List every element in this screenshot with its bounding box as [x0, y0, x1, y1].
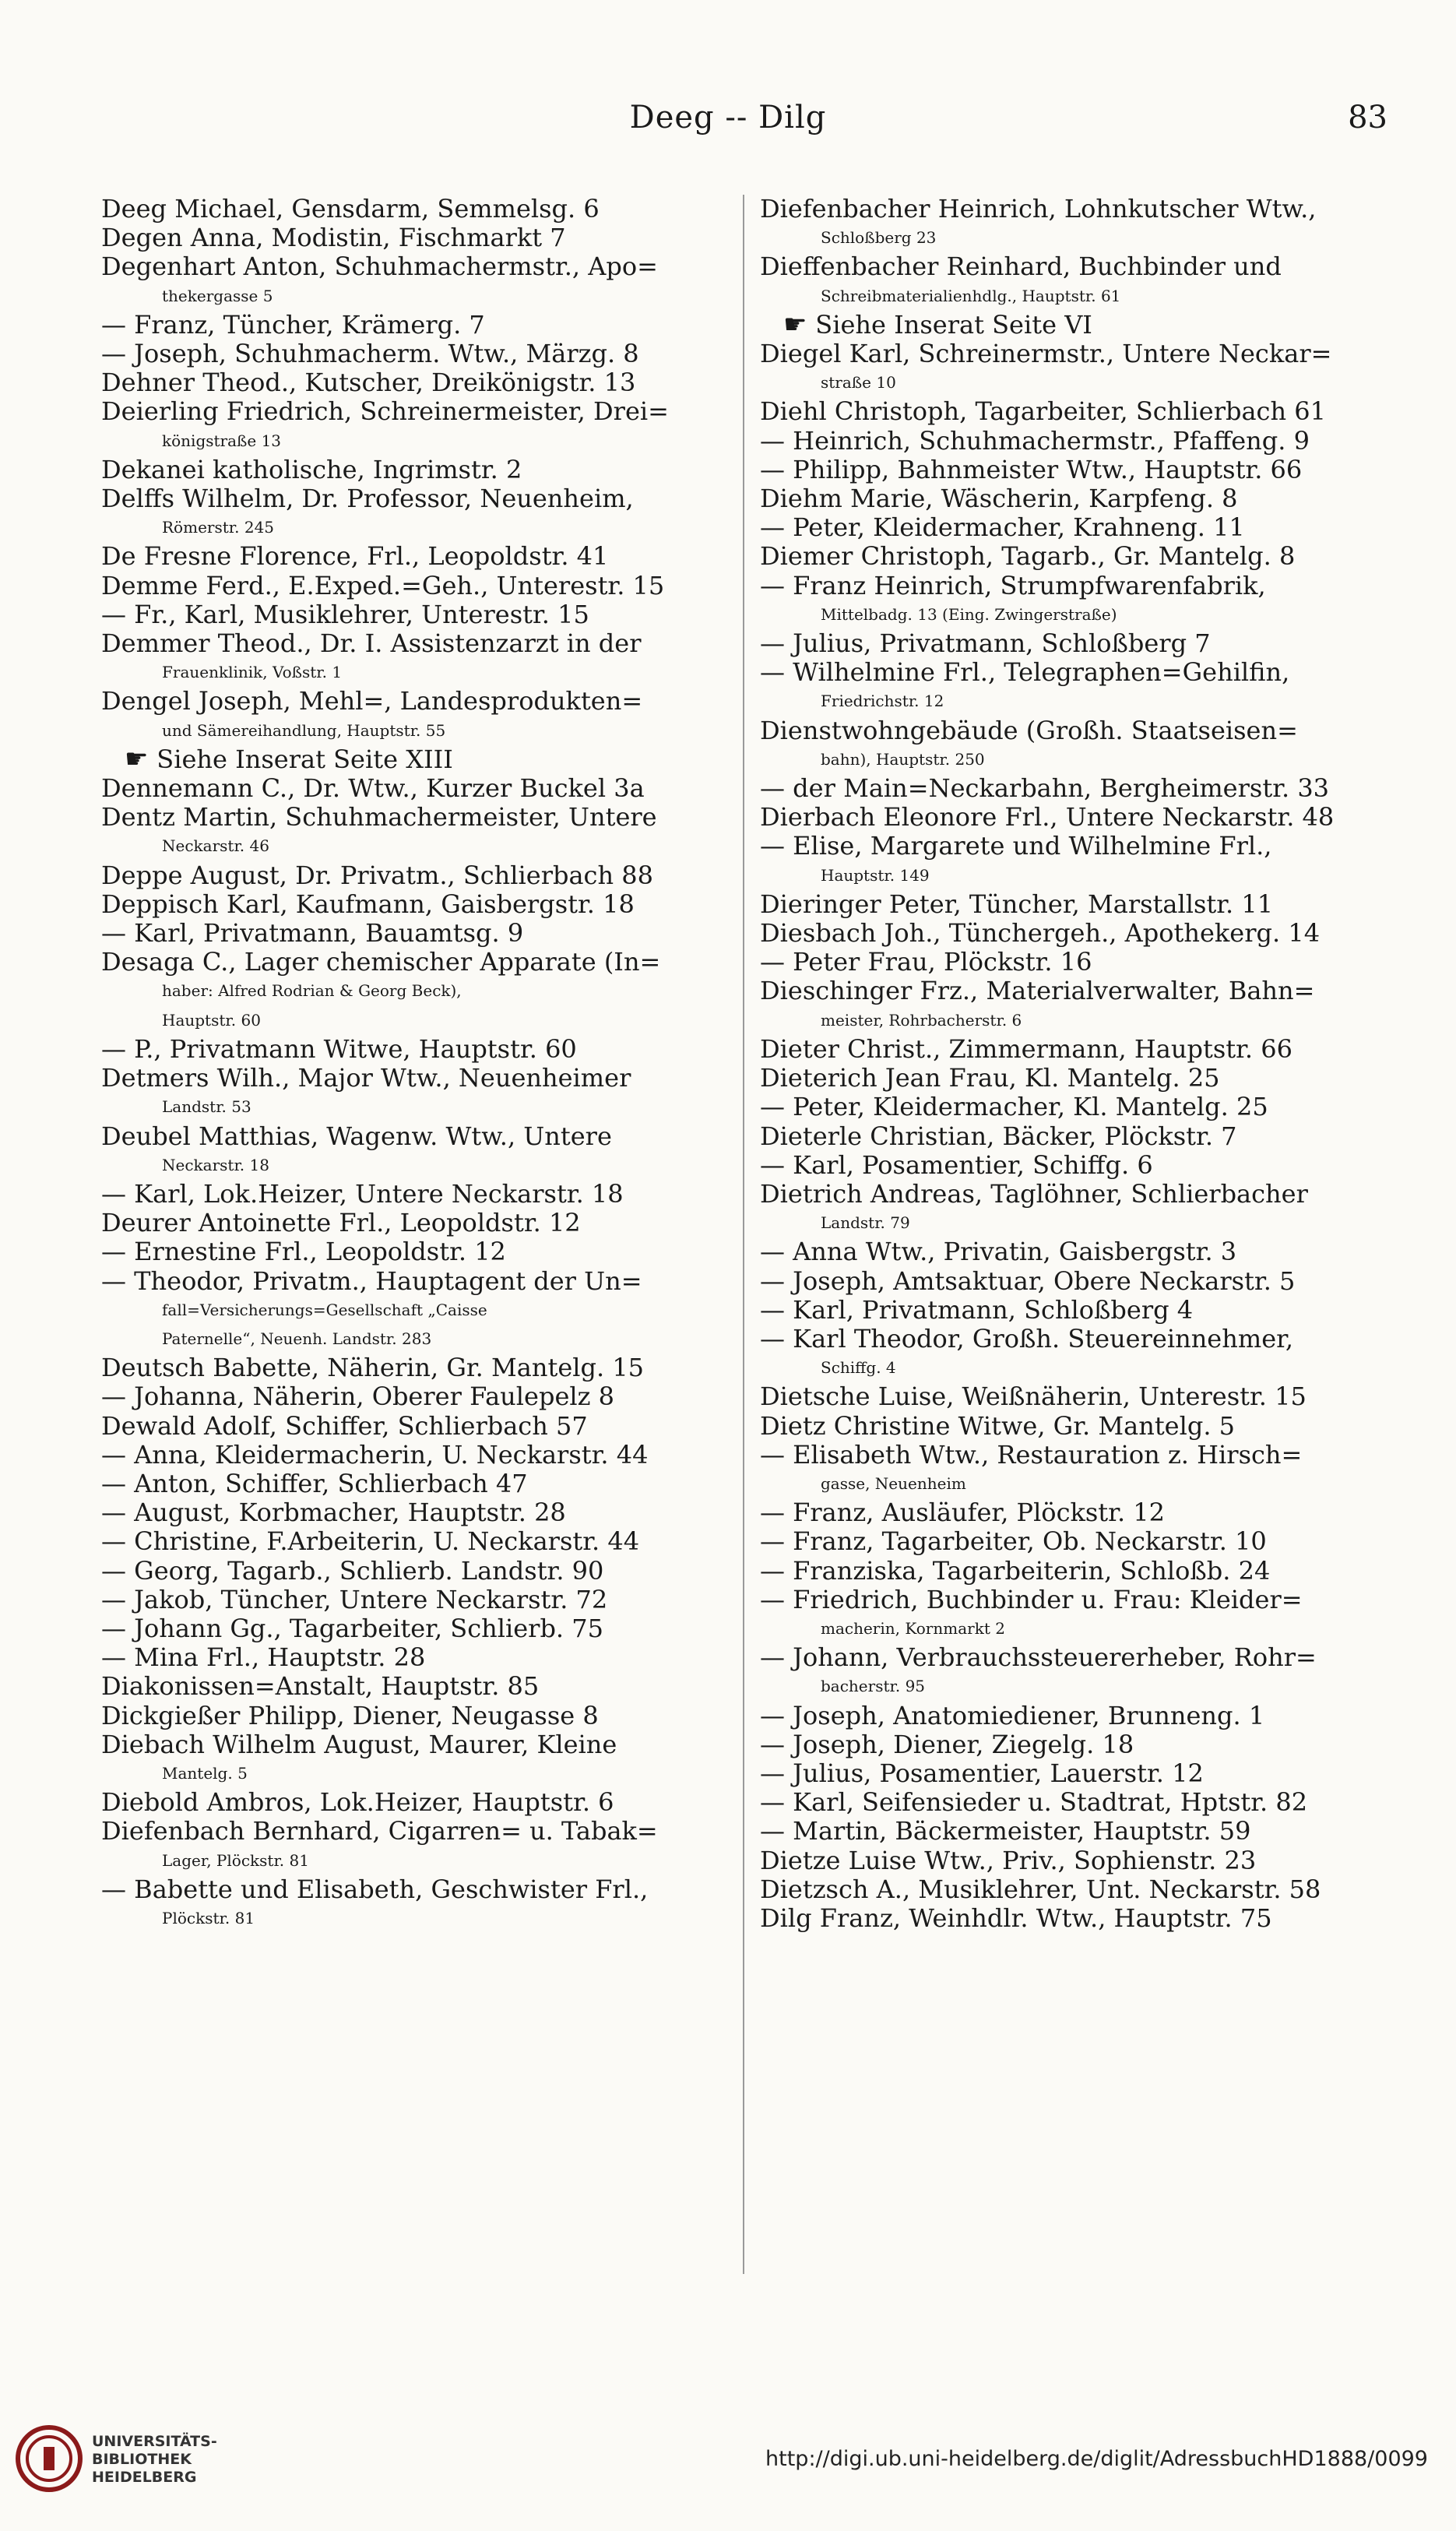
entry-text: Diehm Marie, Wäscherin, Karpfeng. 8	[760, 484, 1238, 514]
entry-text: — Wilhelmine Frl., Telegraphen=Gehilfin,	[760, 657, 1290, 688]
entry-text: Demme Ferd., E.Exped.=Geh., Unterestr. 15	[101, 570, 665, 600]
page-number: 83	[1348, 100, 1387, 136]
directory-entry	[760, 1527, 1384, 1556]
entry-continuation: Plöckstr. 81	[162, 1908, 255, 1927]
directory-entry	[101, 1470, 726, 1498]
directory-entry	[101, 368, 726, 397]
directory-entry	[101, 1527, 726, 1556]
directory-entry	[760, 658, 1384, 716]
entry-text: Detmers Wilh., Major Wtw., Neuenheimer	[101, 1063, 631, 1093]
directory-entry	[101, 1237, 726, 1266]
directory-entry	[760, 774, 1384, 803]
entry-continuation: und Sämereihandlung, Hauptstr. 55	[162, 720, 446, 740]
entry-text: Dietsche Luise, Weißnäherin, Unterestr. 15	[760, 1382, 1307, 1412]
entry-text: — Anton, Schiffer, Schlierbach 47	[101, 1468, 528, 1498]
directory-entry	[101, 572, 726, 600]
entry-text: — Elise, Margarete und Wilhelmine Frl.,	[760, 831, 1272, 861]
entry-text: Diemer Christoph, Tagarb., Gr. Mantelg. 8	[760, 541, 1296, 572]
entry-text: Dentz Martin, Schuhmachermeister, Untere	[101, 802, 657, 833]
entry-text: Diesbach Joh., Tünchergeh., Apothekerg. 14	[760, 918, 1321, 949]
entry-text: — Franziska, Tagarbeiterin, Schloßb. 24	[760, 1555, 1271, 1586]
entry-continuation: Friedrichstr. 12	[821, 692, 944, 711]
directory-entry	[101, 1122, 726, 1180]
entry-text: Deubel Matthias, Wagenw. Wtw., Untere	[101, 1121, 612, 1151]
directory-entry	[760, 427, 1384, 456]
pointing-hand-icon: ☛	[125, 743, 157, 775]
directory-entry	[101, 542, 726, 571]
entry-continuation: Schloßberg 23	[821, 228, 937, 248]
directory-entry	[760, 1788, 1384, 1817]
entry-text: Dewald Adolf, Schiffer, Schlierbach 57	[101, 1410, 588, 1441]
directory-entry	[101, 803, 726, 861]
entry-text: Diebold Ambros, Lok.Heizer, Hauptstr. 6	[101, 1787, 614, 1818]
entry-text: Siehe Inserat Seite VI	[815, 309, 1092, 340]
entry-text: — Franz, Tüncher, Krämerg. 7	[101, 309, 485, 340]
entry-text: Dierbach Eleonore Frl., Untere Neckarstr. 48	[760, 802, 1335, 833]
entry-text: — Joseph, Schuhmacherm. Wtw., Märzg. 8	[101, 339, 639, 369]
directory-entry	[760, 1267, 1384, 1296]
entry-text: — Anna, Kleidermacherin, U. Neckarstr. 44	[101, 1439, 649, 1470]
directory-entry	[760, 1498, 1384, 1527]
university-library-seal	[14, 2424, 84, 2494]
directory-entry	[760, 1151, 1384, 1180]
directory-entry	[101, 1498, 726, 1527]
entry-text: — Peter Frau, Plöckstr. 16	[760, 947, 1092, 977]
pointing-hand-icon: ☛	[783, 308, 816, 340]
directory-entry	[101, 1412, 726, 1441]
directory-entry	[101, 1267, 726, 1354]
entry-continuation: bacherstr. 95	[821, 1677, 926, 1696]
entry-continuation: Römerstr. 245	[162, 518, 275, 537]
directory-entry	[101, 600, 726, 629]
entry-continuation: haber: Alfred Rodrian & Georg Beck),	[162, 981, 462, 1001]
directory-entry	[760, 1557, 1384, 1586]
entry-continuation: thekergasse 5	[162, 286, 273, 305]
directory-entry	[760, 513, 1384, 542]
directory-entry	[101, 484, 726, 542]
directory-entry	[760, 1730, 1384, 1759]
entry-text: — Fr., Karl, Musiklehrer, Unterestr. 15	[101, 599, 589, 629]
directory-entry	[760, 977, 1384, 1034]
directory-entry	[101, 861, 726, 890]
directory-entry	[101, 1702, 726, 1730]
entry-text: Degenhart Anton, Schuhmachermstr., Apo=	[101, 252, 658, 282]
library-name-line: HEIDELBERG	[92, 2469, 197, 2486]
entry-text: — Johann, Verbrauchssteuererheber, Rohr=	[760, 1642, 1317, 1673]
entry-text: Deurer Antoinette Frl., Leopoldstr. 12	[101, 1208, 581, 1238]
entry-text: — Julius, Posamentier, Lauerstr. 12	[760, 1758, 1204, 1788]
directory-columns	[101, 195, 1394, 2274]
entry-text: Diebach Wilhelm August, Maurer, Kleine	[101, 1729, 617, 1759]
directory-entry	[101, 1730, 726, 1788]
directory-entry	[101, 1817, 726, 1874]
entry-continuation: Hauptstr. 149	[821, 865, 930, 885]
entry-text: — Joseph, Diener, Ziegelg. 18	[760, 1729, 1134, 1759]
entry-text: — Ernestine Frl., Leopoldstr. 12	[101, 1237, 506, 1267]
directory-entry	[101, 1875, 726, 1933]
directory-entry	[101, 1672, 726, 1701]
entry-text: — Karl, Lok.Heizer, Untere Neckarstr. 18	[101, 1178, 624, 1209]
directory-entry	[101, 1180, 726, 1209]
entry-text: — Theodor, Privatm., Hauptagent der Un=	[101, 1266, 642, 1296]
directory-entry	[101, 340, 726, 368]
directory-entry	[101, 1441, 726, 1470]
directory-entry	[760, 1122, 1384, 1151]
entry-continuation: fall=Versicherungs=Gesellschaft „Caisse	[162, 1300, 487, 1319]
entry-continuation: Landstr. 79	[821, 1213, 910, 1233]
directory-entry	[760, 1325, 1384, 1382]
entry-continuation: Frauenklinik, Voßstr. 1	[162, 663, 343, 682]
entry-text: — Joseph, Amtsaktuar, Obere Neckarstr. 5	[760, 1266, 1296, 1296]
directory-entry	[760, 1412, 1384, 1441]
entry-text: Diefenbacher Heinrich, Lohnkutscher Wtw.,	[760, 195, 1317, 224]
directory-entry	[760, 195, 1384, 252]
directory-entry	[101, 1557, 726, 1586]
entry-continuation: Mantelg. 5	[162, 1763, 248, 1783]
library-name-line: BIBLIOTHEK	[92, 2451, 192, 2468]
source-url-link[interactable]: http://digi.ub.uni-heidelberg.de/diglit/AdressbuchHD1888/0099	[765, 2447, 1428, 2471]
directory-entry	[101, 745, 726, 774]
entry-continuation: Neckarstr. 46	[162, 836, 269, 856]
directory-entry	[760, 252, 1384, 310]
entry-text: Dietz Christine Witwe, Gr. Mantelg. 5	[760, 1410, 1236, 1441]
directory-entry	[101, 1614, 726, 1643]
entry-text: — Franz, Tagarbeiter, Ob. Neckarstr. 10	[760, 1526, 1267, 1557]
entry-text: Deierling Friedrich, Schreinermeister, Drei=	[101, 396, 669, 427]
directory-entry	[101, 311, 726, 340]
entry-text: Deppisch Karl, Kaufmann, Gaisbergstr. 18	[101, 889, 635, 919]
entry-text: — Karl, Privatmann, Bauamtsg. 9	[101, 918, 524, 949]
directory-entry	[760, 629, 1384, 658]
entry-text: — Babette und Elisabeth, Geschwister Frl.,	[101, 1874, 649, 1904]
entry-text: Dietzsch A., Musiklehrer, Unt. Neckarstr. 58	[760, 1874, 1321, 1904]
column-divider	[743, 195, 744, 2274]
entry-continuation: königstraße 13	[162, 431, 282, 450]
entry-text: — Peter, Kleidermacher, Kl. Mantelg. 25	[760, 1092, 1268, 1122]
directory-entry	[101, 1354, 726, 1382]
entry-text: — August, Korbmacher, Hauptstr. 28	[101, 1498, 566, 1528]
entry-text: — Johanna, Näherin, Oberer Faulepelz 8	[101, 1382, 614, 1412]
entry-text: — Christine, F.Arbeiterin, U. Neckarstr. 44	[101, 1526, 640, 1557]
entry-text: — Martin, Bäckermeister, Hauptstr. 59	[760, 1816, 1251, 1846]
directory-entry	[101, 629, 726, 687]
directory-entry	[101, 890, 726, 919]
entry-text: Dieter Christ., Zimmermann, Hauptstr. 66	[760, 1033, 1292, 1064]
entry-continuation: Neckarstr. 18	[162, 1155, 269, 1174]
entry-continuation: gasse, Neuenheim	[821, 1473, 966, 1493]
entry-text: — Peter, Kleidermacher, Krahneng. 11	[760, 512, 1245, 543]
directory-entry	[760, 308, 1384, 340]
entry-continuation: Landstr. 53	[162, 1097, 251, 1117]
directory-entry	[101, 1586, 726, 1614]
directory-entry	[101, 195, 726, 224]
directory-entry	[760, 1846, 1384, 1875]
entry-continuation: straße 10	[821, 373, 896, 392]
directory-entry	[101, 456, 726, 484]
directory-entry	[101, 1788, 726, 1817]
running-head	[0, 92, 1456, 146]
entry-text: — Karl Theodor, Großh. Steuereinnehmer,	[760, 1323, 1294, 1354]
directory-entry	[760, 572, 1384, 629]
entry-text: Diehl Christoph, Tagarbeiter, Schlierbach 61	[760, 396, 1326, 427]
entry-text: Dietze Luise Wtw., Priv., Sophienstr. 23	[760, 1845, 1257, 1875]
directory-entry	[101, 397, 726, 455]
entry-text: — Franz Heinrich, Strumpfwarenfabrik,	[760, 570, 1266, 600]
directory-entry	[760, 340, 1384, 397]
entry-continuation: Mittelbadg. 13 (Eing. Zwingerstraße)	[821, 604, 1117, 624]
directory-entry	[760, 1093, 1384, 1121]
entry-text: Dieffenbacher Reinhard, Buchbinder und	[760, 252, 1282, 282]
entry-text: — Franz, Ausläufer, Plöckstr. 12	[760, 1498, 1165, 1528]
entry-text: Dieterle Christian, Bäcker, Plöckstr. 7	[760, 1121, 1237, 1151]
entry-continuation: Schreibmaterialienhdlg., Hauptstr. 61	[821, 286, 1121, 305]
directory-entry	[760, 1643, 1384, 1701]
entry-text: — Karl, Seifensieder u. Stadtrat, Hptstr. 82	[760, 1787, 1308, 1818]
entry-text: — Georg, Tagarb., Schlierb. Landstr. 90	[101, 1555, 604, 1586]
entry-text: Dieterich Jean Frau, Kl. Mantelg. 25	[760, 1063, 1220, 1093]
directory-entry	[101, 687, 726, 745]
directory-entry	[760, 1296, 1384, 1325]
library-name	[92, 2433, 217, 2487]
entry-text: Dilg Franz, Weinhdlr. Wtw., Hauptstr. 75	[760, 1903, 1272, 1933]
entry-text: — Julius, Privatmann, Schloßberg 7	[760, 628, 1211, 659]
directory-entry	[760, 1875, 1384, 1904]
entry-text: — Heinrich, Schuhmachermstr., Pfaffeng. 9	[760, 425, 1310, 456]
entry-text: Deppe August, Dr. Privatm., Schlierbach 88	[101, 860, 653, 890]
directory-entry	[760, 1441, 1384, 1498]
entry-text: Diefenbach Bernhard, Cigarren= u. Tabak=	[101, 1816, 658, 1846]
directory-entry	[760, 919, 1384, 948]
entry-continuation: Schiffg. 4	[821, 1358, 896, 1378]
entry-continuation: Hauptstr. 60	[162, 1010, 261, 1030]
directory-entry	[760, 1904, 1384, 1933]
entry-text: Degen Anna, Modistin, Fischmarkt 7	[101, 223, 566, 253]
entry-continuation: bahn), Hauptstr. 250	[821, 749, 985, 769]
directory-entry	[760, 542, 1384, 571]
entry-text: — der Main=Neckarbahn, Bergheimerstr. 33	[760, 773, 1330, 804]
directory-entry	[760, 1035, 1384, 1064]
directory-entry	[760, 832, 1384, 889]
directory-entry	[101, 948, 726, 1035]
entry-text: Delffs Wilhelm, Dr. Professor, Neuenheim,	[101, 484, 634, 514]
directory-entry	[101, 1064, 726, 1121]
entry-text: Deutsch Babette, Näherin, Gr. Mantelg. 15	[101, 1353, 645, 1383]
entry-text: Dennemann C., Dr. Wtw., Kurzer Buckel 3a	[101, 773, 645, 804]
entry-text: — Joseph, Anatomiediener, Brunneng. 1	[760, 1700, 1265, 1730]
directory-entry	[101, 1209, 726, 1237]
entry-text: — P., Privatmann Witwe, Hauptstr. 60	[101, 1033, 577, 1064]
left-column	[101, 195, 726, 2274]
entry-text: Desaga C., Lager chemischer Apparate (In=	[101, 947, 661, 977]
entry-text: Siehe Inserat Seite XIII	[157, 744, 453, 774]
entry-text: — Elisabeth Wtw., Restauration z. Hirsch=	[760, 1439, 1303, 1470]
entry-text: — Anna Wtw., Privatin, Gaisbergstr. 3	[760, 1237, 1237, 1267]
directory-entry	[760, 1759, 1384, 1788]
entry-text: De Fresne Florence, Frl., Leopoldstr. 41	[101, 541, 609, 572]
entry-text: Dieschinger Frz., Materialverwalter, Bahn=	[760, 976, 1315, 1006]
entry-text: — Mina Frl., Hauptstr. 28	[101, 1642, 426, 1673]
footer	[0, 2399, 1456, 2531]
entry-text: — Philipp, Bahnmeister Wtw., Hauptstr. 66	[760, 454, 1303, 484]
entry-text: — Karl, Privatmann, Schloßberg 4	[760, 1294, 1194, 1325]
entry-text: Dienstwohngebäude (Großh. Staatseisen=	[760, 715, 1298, 745]
entry-continuation: Lager, Plöckstr. 81	[162, 1850, 309, 1870]
entry-text: Diegel Karl, Schreinermstr., Untere Neckar=	[760, 339, 1332, 369]
entry-text: Demmer Theod., Dr. I. Assistenzarzt in der	[101, 628, 642, 659]
entry-text: Diakonissen=Anstalt, Hauptstr. 85	[101, 1671, 540, 1702]
directory-entry	[101, 1035, 726, 1064]
directory-entry	[760, 716, 1384, 774]
entry-text: Dietrich Andreas, Taglöhner, Schlierbacher	[760, 1178, 1308, 1209]
directory-entry	[760, 1586, 1384, 1643]
directory-entry	[760, 1702, 1384, 1730]
entry-text: — Johann Gg., Tagarbeiter, Schlierb. 75	[101, 1613, 603, 1643]
directory-entry	[101, 224, 726, 252]
right-column	[760, 195, 1384, 2274]
running-title: Deeg -- Dilg	[629, 100, 827, 136]
entry-text: — Karl, Posamentier, Schiffg. 6	[760, 1149, 1153, 1180]
directory-entry	[760, 1237, 1384, 1266]
library-name-line: UNIVERSITÄTS-	[92, 2433, 217, 2450]
directory-entry	[760, 397, 1384, 426]
entry-text: — Jakob, Tüncher, Untere Neckarstr. 72	[101, 1584, 608, 1614]
entry-text: Dehner Theod., Kutscher, Dreikönigstr. 13	[101, 368, 636, 398]
entry-text: Dieringer Peter, Tüncher, Marstallstr. 11	[760, 889, 1274, 919]
directory-entry	[760, 456, 1384, 484]
directory-entry	[101, 919, 726, 948]
entry-text: Dickgießer Philipp, Diener, Neugasse 8	[101, 1700, 599, 1730]
entry-continuation: Paternelle“, Neuenh. Landstr. 283	[162, 1329, 432, 1348]
entry-continuation: meister, Rohrbacherstr. 6	[821, 1010, 1022, 1030]
directory-entry	[760, 948, 1384, 977]
entry-text: Dengel Joseph, Mehl=, Landesprodukten=	[101, 686, 643, 716]
entry-text: Dekanei katholische, Ingrimstr. 2	[101, 454, 522, 484]
directory-entry	[760, 890, 1384, 919]
directory-entry	[760, 1064, 1384, 1093]
directory-entry	[760, 803, 1384, 832]
directory-entry	[101, 1382, 726, 1411]
directory-entry	[101, 1643, 726, 1672]
directory-entry	[760, 1817, 1384, 1846]
entry-text: Deeg Michael, Gensdarm, Semmelsg. 6	[101, 195, 600, 224]
directory-entry	[101, 774, 726, 803]
directory-entry	[101, 252, 726, 310]
entry-text: — Friedrich, Buchbinder u. Frau: Kleider=	[760, 1584, 1303, 1614]
directory-entry	[760, 484, 1384, 513]
directory-entry	[760, 1180, 1384, 1237]
entry-continuation: macherin, Kornmarkt 2	[821, 1618, 1005, 1638]
directory-entry	[760, 1382, 1384, 1411]
